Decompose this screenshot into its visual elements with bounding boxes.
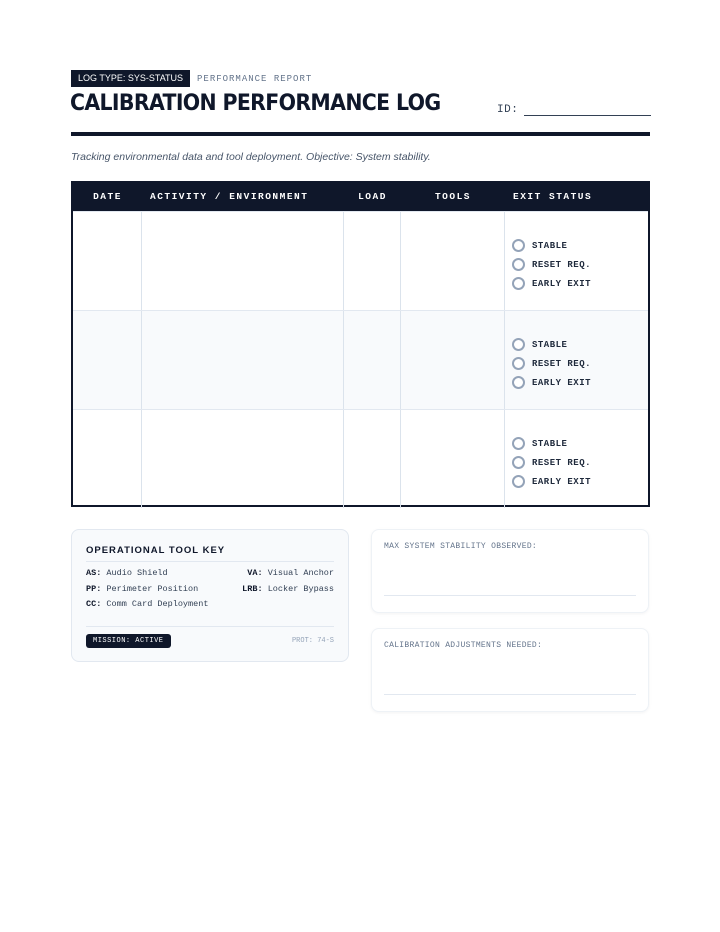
radio-circle-icon[interactable] — [512, 376, 525, 389]
column-header-exit-status: EXIT STATUS — [513, 191, 593, 202]
id-field — [497, 104, 651, 116]
radio-circle-icon[interactable] — [512, 475, 525, 488]
calibration-adjustments-note[interactable] — [371, 628, 649, 712]
exit-status-cell — [505, 410, 648, 508]
exit-option-stable[interactable] — [512, 434, 648, 453]
tool-key-item-cc — [86, 599, 208, 609]
tool-code: LRB: — [242, 584, 263, 594]
tool-key-divider — [86, 561, 334, 562]
exit-option-stable[interactable] — [512, 335, 648, 354]
radio-circle-icon[interactable] — [512, 239, 525, 252]
log-type-tag: LOG TYPE: SYS-STATUS — [71, 70, 190, 87]
tool-label: Perimeter Position — [106, 584, 199, 594]
report-type-tag: PERFORMANCE REPORT — [197, 73, 313, 84]
protocol-label: PROT: 74-S — [291, 637, 334, 645]
log-table — [71, 181, 650, 507]
mission-status-badge: MISSION: ACTIVE — [86, 634, 171, 648]
column-header-date: DATE — [93, 191, 122, 202]
adjustments-label: CALIBRATION ADJUSTMENTS NEEDED: — [384, 641, 543, 650]
date-cell[interactable] — [73, 212, 142, 310]
column-header-load: LOAD — [358, 191, 387, 202]
table-row — [73, 211, 648, 310]
tool-key-footer-divider — [86, 626, 334, 627]
exit-option-label: EARLY EXIT — [532, 377, 592, 388]
id-input-line[interactable] — [524, 104, 651, 116]
tool-key-item-as — [86, 568, 168, 578]
max-stability-label: MAX SYSTEM STABILITY OBSERVED: — [384, 542, 538, 551]
exit-option-reset[interactable] — [512, 453, 648, 472]
note-write-line — [384, 595, 636, 596]
load-cell[interactable] — [344, 311, 401, 409]
radio-circle-icon[interactable] — [512, 437, 525, 450]
exit-option-label: RESET REQ. — [532, 457, 592, 468]
activity-cell[interactable] — [142, 311, 344, 409]
column-header-tools: TOOLS — [434, 191, 471, 202]
exit-option-early-exit[interactable] — [512, 373, 648, 392]
exit-option-label: STABLE — [532, 240, 568, 251]
tool-code: VA: — [247, 568, 263, 578]
exit-option-early-exit[interactable] — [512, 472, 648, 491]
tools-cell[interactable] — [401, 212, 505, 310]
tool-key-item-lrb — [242, 584, 334, 594]
exit-option-stable[interactable] — [512, 236, 648, 255]
operational-tool-key-card — [71, 529, 349, 662]
radio-circle-icon[interactable] — [512, 258, 525, 271]
tool-key-item-va — [247, 568, 334, 578]
tool-key-item-pp — [86, 584, 198, 594]
exit-option-reset[interactable] — [512, 255, 648, 274]
id-label: ID: — [497, 104, 519, 116]
exit-option-label: RESET REQ. — [532, 358, 592, 369]
table-row — [73, 409, 648, 508]
exit-option-label: STABLE — [532, 339, 568, 350]
tool-key-title: OPERATIONAL TOOL KEY — [86, 545, 226, 556]
table-header — [73, 183, 648, 211]
tools-cell[interactable] — [401, 410, 505, 508]
exit-status-cell — [505, 212, 648, 310]
date-cell[interactable] — [73, 410, 142, 508]
page-title: CALIBRATION PERFORMANCE LOG — [70, 91, 441, 116]
load-cell[interactable] — [344, 212, 401, 310]
max-stability-note[interactable] — [371, 529, 649, 613]
page-subtitle: Tracking environmental data and tool deployment. Objective: System stability. — [71, 151, 431, 163]
exit-option-label: RESET REQ. — [532, 259, 592, 270]
date-cell[interactable] — [73, 311, 142, 409]
table-row — [73, 310, 648, 409]
tools-cell[interactable] — [401, 311, 505, 409]
tool-label: Locker Bypass — [267, 584, 334, 594]
activity-cell[interactable] — [142, 212, 344, 310]
tool-code: PP: — [86, 584, 102, 594]
radio-circle-icon[interactable] — [512, 277, 525, 290]
radio-circle-icon[interactable] — [512, 338, 525, 351]
note-write-line — [384, 694, 636, 695]
radio-circle-icon[interactable] — [512, 357, 525, 370]
header-tags — [71, 70, 312, 87]
tool-code: AS: — [86, 568, 102, 578]
exit-option-label: STABLE — [532, 438, 568, 449]
activity-cell[interactable] — [142, 410, 344, 508]
exit-option-reset[interactable] — [512, 354, 648, 373]
tool-label: Visual Anchor — [267, 568, 334, 578]
exit-status-cell — [505, 311, 648, 409]
column-header-activity: ACTIVITY / ENVIRONMENT — [150, 191, 309, 202]
header-divider — [71, 132, 650, 136]
tool-label: Comm Card Deployment — [106, 599, 209, 609]
tool-code: CC: — [86, 599, 102, 609]
radio-circle-icon[interactable] — [512, 456, 525, 469]
exit-option-early-exit[interactable] — [512, 274, 648, 293]
exit-option-label: EARLY EXIT — [532, 278, 592, 289]
exit-option-label: EARLY EXIT — [532, 476, 592, 487]
load-cell[interactable] — [344, 410, 401, 508]
tool-label: Audio Shield — [106, 568, 168, 578]
